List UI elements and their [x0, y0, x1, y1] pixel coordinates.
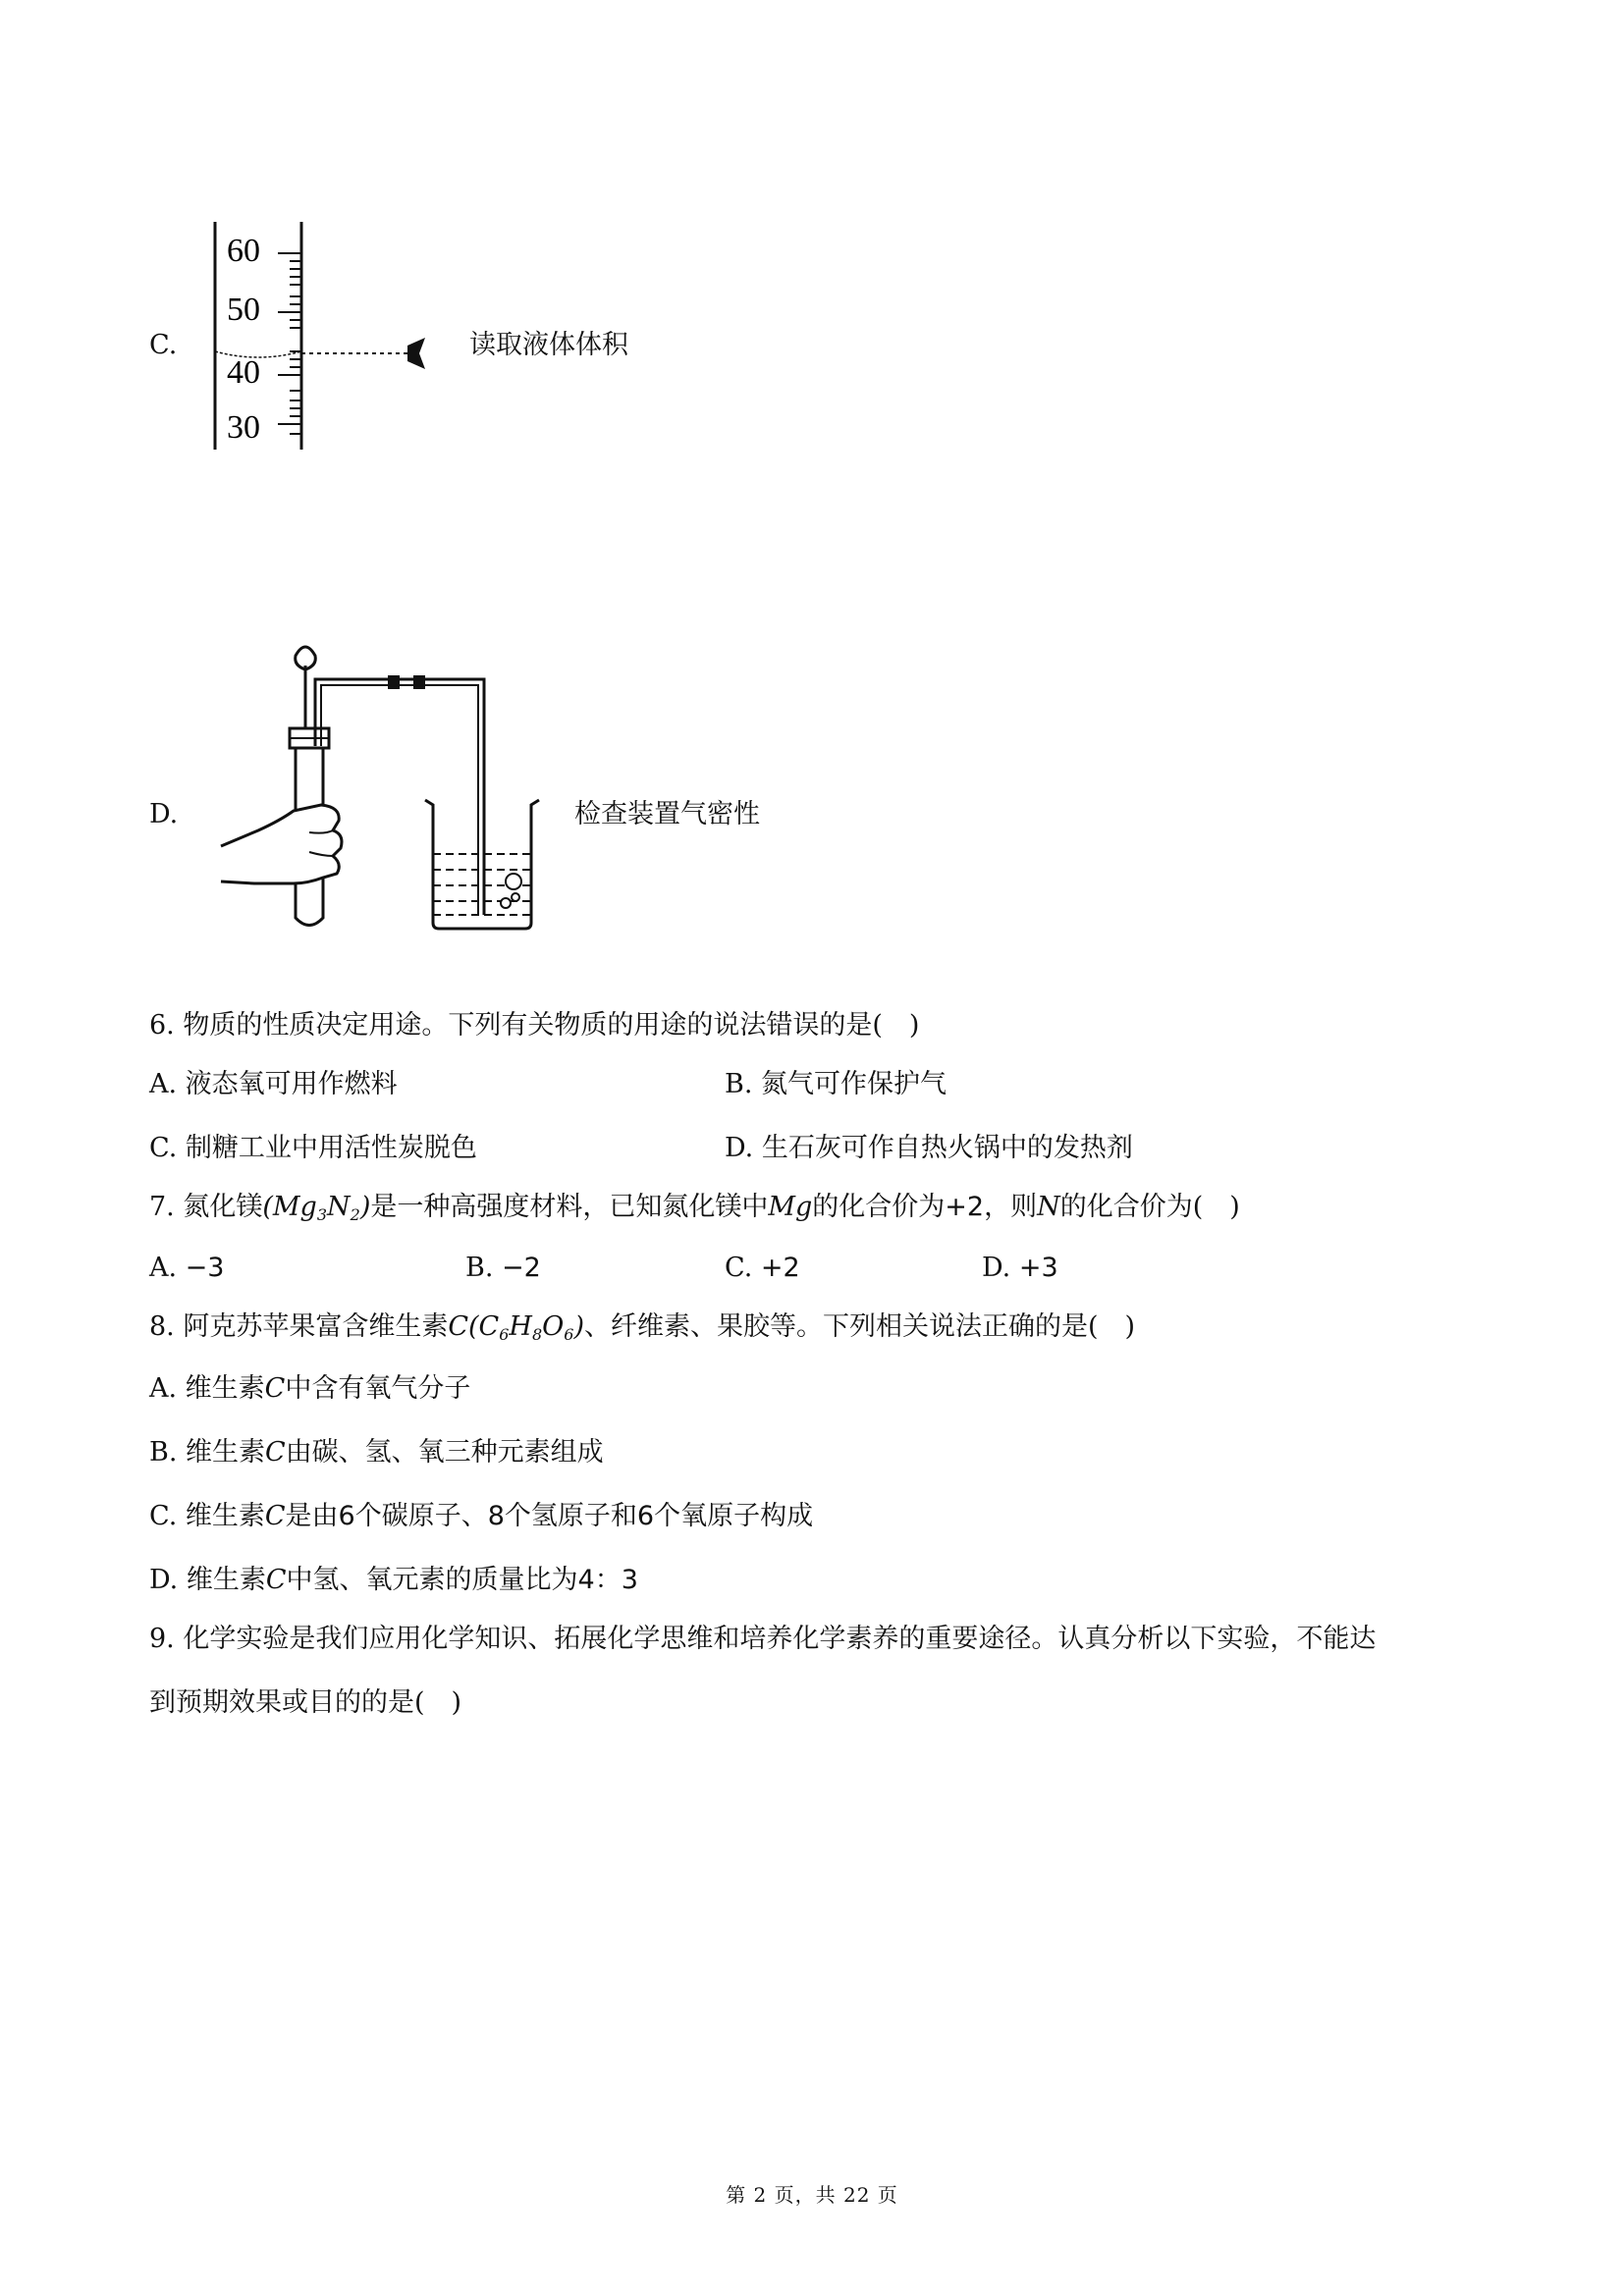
hand-icon	[221, 805, 342, 883]
tick-label: 40	[227, 354, 260, 391]
q7-mid4: 的化合价为( )	[1059, 1192, 1240, 1222]
option-d-label: D.	[149, 799, 179, 829]
q6-option-b: B. 氮气可作保护气	[725, 1069, 947, 1099]
symbol-mg: Mg	[768, 1192, 813, 1222]
q7-prefix: 7. 氮化镁	[149, 1192, 263, 1222]
tick-label: 30	[227, 409, 260, 446]
option-d-caption: 检查装置气密性	[574, 799, 760, 829]
q9-stem-line1: 9. 化学实验是我们应用化学知识、拓展化学思维和培养化学素养的重要途径。认真分析以下实验，不能达	[149, 1624, 1377, 1654]
q9-stem-line2: 到预期效果或目的的是( )	[149, 1687, 462, 1718]
airtightness-apparatus-figure	[211, 638, 545, 942]
option-c-label: C.	[149, 330, 178, 360]
q6-option-d: D. 生石灰可作自热火锅中的发热剂	[725, 1133, 1133, 1163]
q8-option-a: A. 维生素C中含有氧气分子	[149, 1373, 471, 1404]
q7-mid: 是一种高强度材料，已知氮化镁中	[370, 1192, 769, 1222]
q6-option-a: A. 液态氧可用作燃料	[149, 1069, 398, 1099]
q7-stem	[149, 1188, 1240, 1235]
q8-option-d: D. 维生素C中氢、氧元素的质量比为4：3	[149, 1565, 638, 1595]
q7-option-b: B. −2	[465, 1253, 541, 1283]
formula-mg3n2: $(Mg_3N_2)$	[262, 1192, 371, 1224]
q7-mid3: ，则	[984, 1192, 1038, 1222]
formula-vitamin-c: $C(C_6H_8O_6)$	[448, 1311, 584, 1344]
tick-label: 50	[227, 292, 260, 328]
q7-option-a: A. −3	[149, 1253, 225, 1283]
q8-option-b: B. 维生素C由碳、氢、氧三种元素组成	[149, 1437, 604, 1468]
graduated-cylinder-figure	[201, 218, 437, 454]
option-c-caption: 读取液体体积	[469, 330, 628, 360]
q6-stem: 6. 物质的性质决定用途。下列有关物质的用途的说法错误的是( )	[149, 1010, 920, 1041]
q8-option-c: C. 维生素C是由6个碳原子、8个氢原子和6个氧原子构成	[149, 1501, 814, 1531]
q7-mid2: 的化合价为	[812, 1192, 946, 1222]
symbol-n: N	[1037, 1192, 1060, 1222]
q7-option-c: C. +2	[725, 1253, 800, 1283]
q7-option-d: D. +3	[982, 1253, 1058, 1283]
page-footer: 第 2 页，共 22 页	[726, 2183, 898, 2207]
q7-valence: +2	[945, 1192, 985, 1222]
q6-option-c: C. 制糖工业中用活性炭脱色	[149, 1133, 477, 1163]
q8-stem: 8. 阿克苏苹果富含维生素$C(C_6H_8O_6)$、纤维素、果胶等。下列相关说法正确的是( )	[149, 1311, 1136, 1344]
tick-label: 60	[227, 233, 260, 269]
eye-icon	[407, 338, 425, 369]
